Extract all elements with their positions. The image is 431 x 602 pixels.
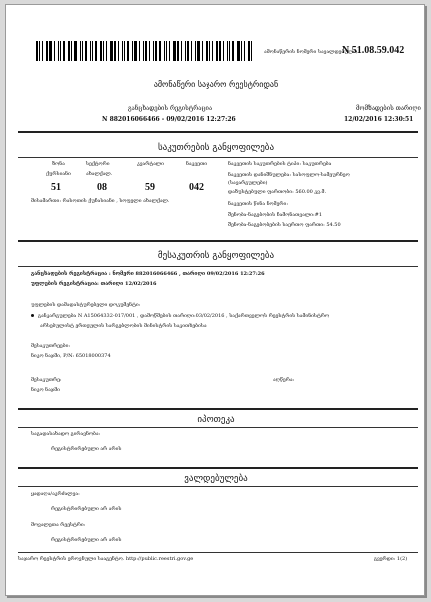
barcode-bar [244,41,245,61]
barcode-bar [209,41,210,61]
barcode-bar [166,41,167,61]
barcode-bar [177,41,179,61]
divider [18,157,418,158]
code-value: 042 [189,182,204,193]
barcode-bar [124,41,125,61]
registration-value: N 882016066466 - 09/02/2016 12:27:26 [102,116,236,123]
parcel-area: დაზუსტებული ფართობი: 560.00 კვ.მ. [228,189,327,195]
description-label: აღწერა: [273,377,295,383]
divider [18,266,418,267]
barcode-bar [60,41,61,61]
barcode-bar [206,41,208,61]
obligations-section-title: ვალდებულება [184,474,248,484]
prepared-date-value: 12/02/2016 12:30:51 [344,116,414,123]
barcode-bar [54,41,55,61]
mortgage-label: საგადასახადო გირავნობა: [31,431,101,437]
seizure-value: რეგისტრირებული არ არის [51,506,122,512]
barcode-bar [237,41,240,61]
barcode-bar [110,41,113,61]
right-registration-date: უფლების რეგისტრაცია: თარიღი 12/02/2016 [31,281,157,287]
barcode-bar [103,41,104,61]
barcode-bar [42,41,43,61]
barcode-bar [63,41,65,61]
barcode-bar [114,41,116,61]
basis-document-text: განკარგულება N A15064332-017/001 , დამოწმების თარიღი:03/02/2016 , საქართველოს რეესტრის სამინისტრო [38,313,329,319]
barcode-bar [229,41,230,61]
parcel-previous-number: ნაკვეთის წინა ნომერი: [228,201,288,207]
debtor-registry-value: რეგისტრირებული არ არის [51,537,122,543]
barcode-bar [143,41,144,61]
code-value: 59 [145,182,155,193]
barcode-bar [155,41,157,61]
barcode-bar [223,41,224,61]
barcode-bar [149,41,150,61]
divider [18,467,418,469]
barcode-bar [80,41,81,61]
code-header: ნაკვეთი [186,161,208,167]
barcode-bar [122,41,123,61]
barcode-bar [39,41,40,61]
divider [18,240,418,242]
registration-label: განცხადების რეგისტრაცია [128,105,213,112]
divider [18,408,418,410]
barcode-bar [212,41,213,61]
basis-document-line [31,313,329,319]
barcode-bar [153,41,154,61]
barcode-bar [197,41,200,61]
document-title: ამონაწერი საჯარო რეესტრიდან [153,80,279,89]
barcode-bar [195,41,196,61]
barcode-bar [49,41,52,61]
code-header: სექტორი [86,161,110,167]
barcode-bar [100,41,102,61]
barcode-bar [185,41,186,61]
barcode-bar [232,41,234,61]
code-header: კვარტალი [137,161,164,167]
barcode-bar [227,41,228,61]
parcel-purpose: ნაკვეთის დანიშნულება: სასოფლო-სამეურნეო [228,172,350,178]
document-page [5,4,425,596]
barcode-bar [127,41,129,61]
barcode-bar [36,41,38,61]
building-area: შენობა-ნაგებობების საერთო ფართი: 54.50 [228,222,341,228]
owner-value: ნიკო ნაჯმი, P/N: 65018000374 [31,353,111,359]
debtor-registry-label: მოვალეთა რეესტრი: [31,522,86,528]
barcode-bar [145,41,147,61]
barcode-bar [95,41,97,61]
barcode [36,41,256,61]
barcode-bar [164,41,165,61]
divider [18,427,418,428]
document-number: N 51.08.59.042 [342,45,405,56]
barcode-bar [106,41,107,61]
barcode-bar [251,41,252,61]
barcode-bar [90,41,91,61]
code-subheader: ქურსიანი [46,171,71,177]
seizure-label: ყადაღა/აკრძალვა: [31,491,80,497]
code-header: ზონა [52,161,65,167]
building-list: შენობა-ნაგებობის ჩამონათვალი:#1 [228,212,323,218]
basis-document-text-cont: არსებულისტ ერთეულის სარგებლობის მინისტრის საკითხებისა [40,323,207,329]
page-number: გვერდი: 1(2) [374,556,408,562]
barcode-bar [58,41,59,61]
owner-section-title: მესაკუთრის განყოფილება [157,251,275,261]
barcode-bar [181,41,182,61]
barcode-bar [71,41,72,61]
mortgage-section-title: იპოთეკა [197,415,235,425]
footer-divider [18,552,418,553]
mortgage-value: რეგისტრირებული არ არის [51,446,122,452]
co-owner-label: მესაკუთრე: [31,377,62,383]
barcode-bar [202,41,203,61]
prepared-date-label: მომზადების თარიღი [356,105,421,112]
barcode-bar [169,41,170,61]
parcel-purpose-detail: (სავარგულები) [228,180,268,186]
barcode-bar [173,41,176,61]
barcode-bar [248,41,250,61]
barcode-bar [132,41,133,61]
owners-label: მესაკუთრეები: [31,343,71,349]
barcode-bar [219,41,221,61]
divider [18,131,418,133]
divider [18,486,418,487]
basis-document-label: უფლების დამადასტურებელი დოკუმენტი: [31,302,141,308]
barcode-bar [74,41,77,61]
code-value: 08 [97,182,107,193]
code-subheader: ახალქალ. [86,171,113,177]
barcode-bar [241,41,242,61]
barcode-bar [82,41,83,61]
barcode-bar [118,41,119,61]
barcode-bar [159,41,161,61]
barcode-bar [187,41,189,61]
barcode-bar [139,41,140,61]
barcode-bar [68,41,70,61]
header-small-label: ამონაწერის ნომერი სავალდებულო [264,49,358,55]
barcode-bar [46,41,48,61]
barcode-bar [92,41,93,61]
barcode-bar [85,41,87,61]
property-section-title: საკუთრების განყოფილება [157,143,275,153]
footer-left: საჯარო რეესტრის ეროვნული სააგენტო. http://public.reestri.gov.ge [18,556,194,562]
bullet-icon [31,314,34,317]
code-value: 51 [51,182,61,193]
owner-registration-line: განცხადების რეგისტრაცია : ნომერი 882016066466 , თარიღი 09/02/2016 12:27:26 [31,271,265,277]
co-owner-value: ნიკო ნაჯმი [31,387,60,393]
barcode-bar [216,41,218,61]
address-line: მისამართი: რასოთის ქუჩასიანი , სოფელი ახალქალ. [31,198,170,204]
barcode-bar [191,41,192,61]
barcode-bar [134,41,137,61]
parcel-type: ნაკვეთის საკუთრების ტიპი: საკუთრება [228,161,332,167]
